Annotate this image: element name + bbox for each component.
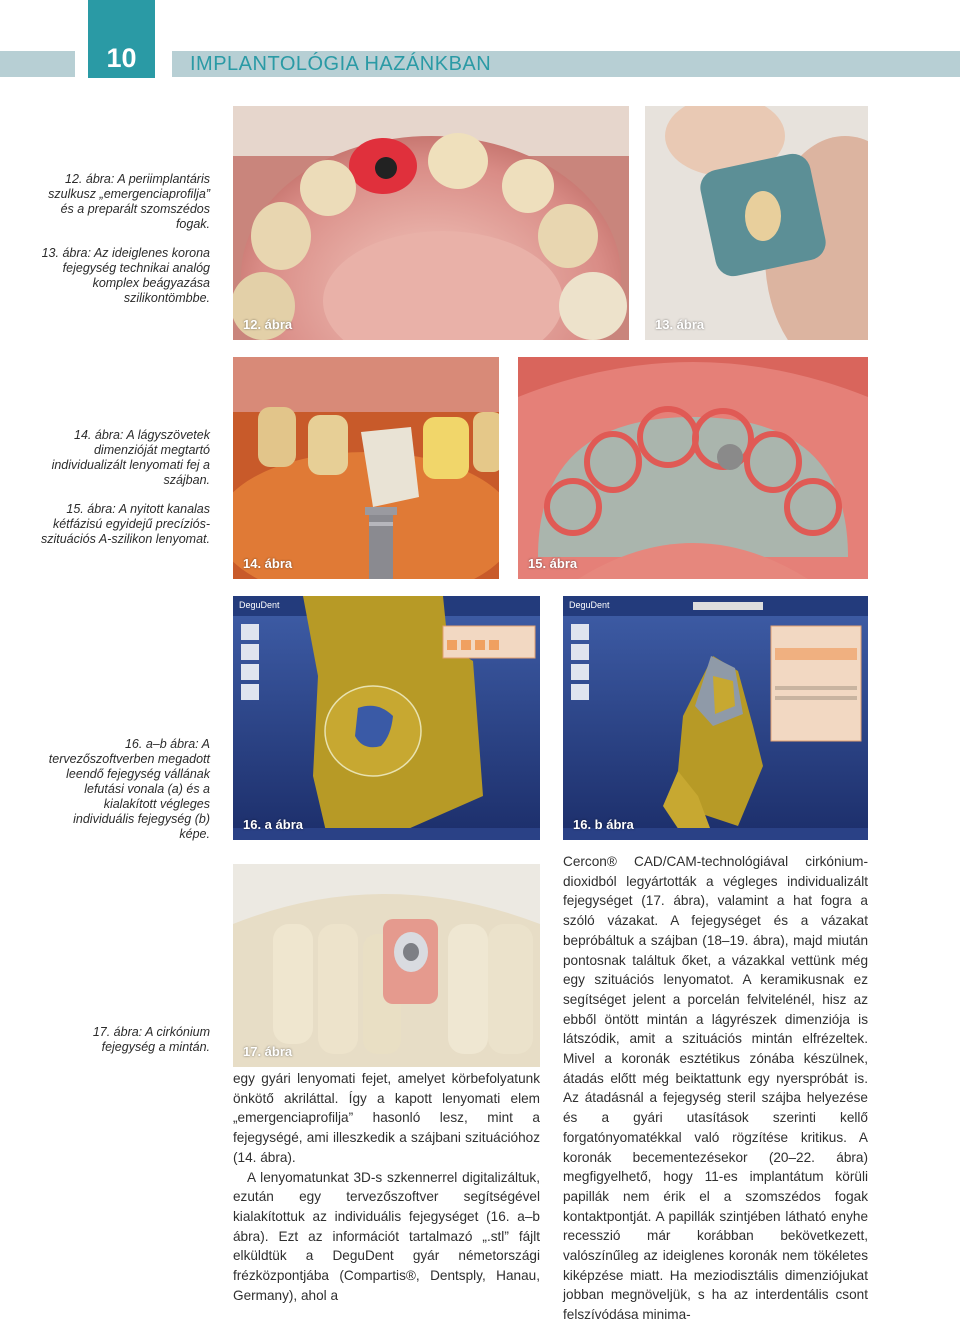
figure-15-label: 15. ábra — [528, 556, 578, 571]
header-band-left — [0, 51, 75, 77]
figure-15-photo — [518, 357, 868, 579]
figure-15-illustration — [518, 357, 868, 579]
figure-16b-screenshot — [563, 596, 868, 840]
software-name-b: DeguDent — [569, 600, 610, 610]
figure-12-photo — [233, 106, 629, 340]
figure-12-label: 12. ábra — [243, 317, 293, 332]
figure-16a-illustration — [233, 596, 540, 840]
caption-group-14-15 — [40, 428, 210, 561]
figure-14-illustration — [233, 357, 499, 579]
software-name-a: DeguDent — [239, 600, 280, 610]
page-number-box — [88, 0, 155, 78]
caption-17: 17. ábra: A cirkónium fejegység a mintán. — [92, 1025, 210, 1054]
body-column-right — [563, 852, 868, 1325]
figure-12-illustration — [233, 106, 629, 340]
figure-14-label: 14. ábra — [243, 556, 293, 571]
figure-13-label: 13. ábra — [655, 317, 705, 332]
body-left-paragraph-1: egy gyári lenyomati fejet, amelyet körbefolyatunk önkötő akriláttal. Így a kapott lenyomati elem „emergenciaprofilja” hasonló lesz, mint a fejegységé, ami illeszkedik a szájbani szituációhoz (14. ábra). — [233, 1071, 540, 1165]
page-title: IMPLANTOLÓGIA HAZÁNKBAN — [190, 53, 492, 75]
body-column-left — [233, 1069, 540, 1305]
figure-16a-screenshot — [233, 596, 540, 840]
figure-14-photo — [233, 357, 499, 579]
figure-16a-label: 16. a ábra — [243, 817, 303, 832]
caption-12: 12. ábra: A periimplantáris szulkusz „emergenciaprofilja” és a preparált szomszédos fogak. — [48, 172, 210, 231]
caption-16: 16. a–b ábra: A tervezőszoftverben megadott leendő fejegység vállának lefutási vonala (a) és a kialakított végleges individuális fejegység (b) képe. — [48, 737, 210, 841]
body-left-paragraph-2: A lenyomatunkat 3D-s szkennerrel digitalizáltuk, ezután egy tervezőszoftver segítségével kialakítottuk az individuális fejegységet (16. a–b ábra). Ezt az információt tartalmazó „.stl” fájlt elküldtük a DeguDent gyár németországi frézközpontjába (Compartis®, Dentsply, Hanau, Germany), ahol a — [233, 1169, 540, 1303]
figure-17-label: 17. ábra — [243, 1044, 293, 1059]
caption-15: 15. ábra: A nyitott kanalas kétfázisú egyidejű precíziós-szituációs A-szilikon lenyomat. — [40, 502, 210, 546]
caption-14: 14. ábra: A lágyszövetek dimenzióját megtartó individualizált lenyomati fej a szájban. — [51, 428, 210, 487]
figure-16b-label: 16. b ábra — [573, 817, 634, 832]
figure-13-photo — [645, 106, 868, 340]
figure-17-illustration — [233, 864, 540, 1067]
caption-group-12-13 — [40, 172, 210, 320]
figure-13-illustration — [645, 106, 868, 340]
page-number: 10 — [106, 43, 137, 73]
body-right-paragraph-1: Cercon® CAD/CAM-technológiával cirkónium-dioxidból legyártották a végleges individualizált fejegységet (17. ábra), valamint a hat fogra a szóló vázakat. A fejegységet és a vázakat bepróbáltuk a szájban (18–19. ábra), majd miután pontosnak találtuk őket, a vázakkal vettünk még egy szituációs lenyomatot. A keramikusnak ez segítséget jelent a porcelán felvitelénél, hisz az ebből öntött mintán a lágyrészek dimenziója is látszódik, amit a szituációs mintán elfrézeltek. Mivel a koronák esztétikus zónába készülnek, átadás előtt még beiktattunk egy nyerspróbát is. Az átadásnál a fejegység steril szájba helyezése és a gyári utasítások szerinti kellő forgatónyomatékkal való rögzítése kritikus. A koronák becementezésekor (20–22. ábra) megfigyelhető, hogy 11-es implantátum körüli papillák nem érik el a szomszédos fogak kontaktpontját. A papillák szintjében látható enyhe recesszió már korábban bekövetkezett, valószínűleg az ideiglenes koronák nem tökéletes kiképzése miatt. Ha meziodisztális dimenziójukat jobban megnöveljük, s ha az interdentális csont felszívódása minima- — [563, 854, 868, 1323]
figure-16b-illustration — [563, 596, 868, 840]
caption-13: 13. ábra: Az ideiglenes korona fejegység technikai analóg komplex beágyazása szilikontömbbe. — [41, 246, 210, 305]
figure-17-photo — [233, 864, 540, 1067]
